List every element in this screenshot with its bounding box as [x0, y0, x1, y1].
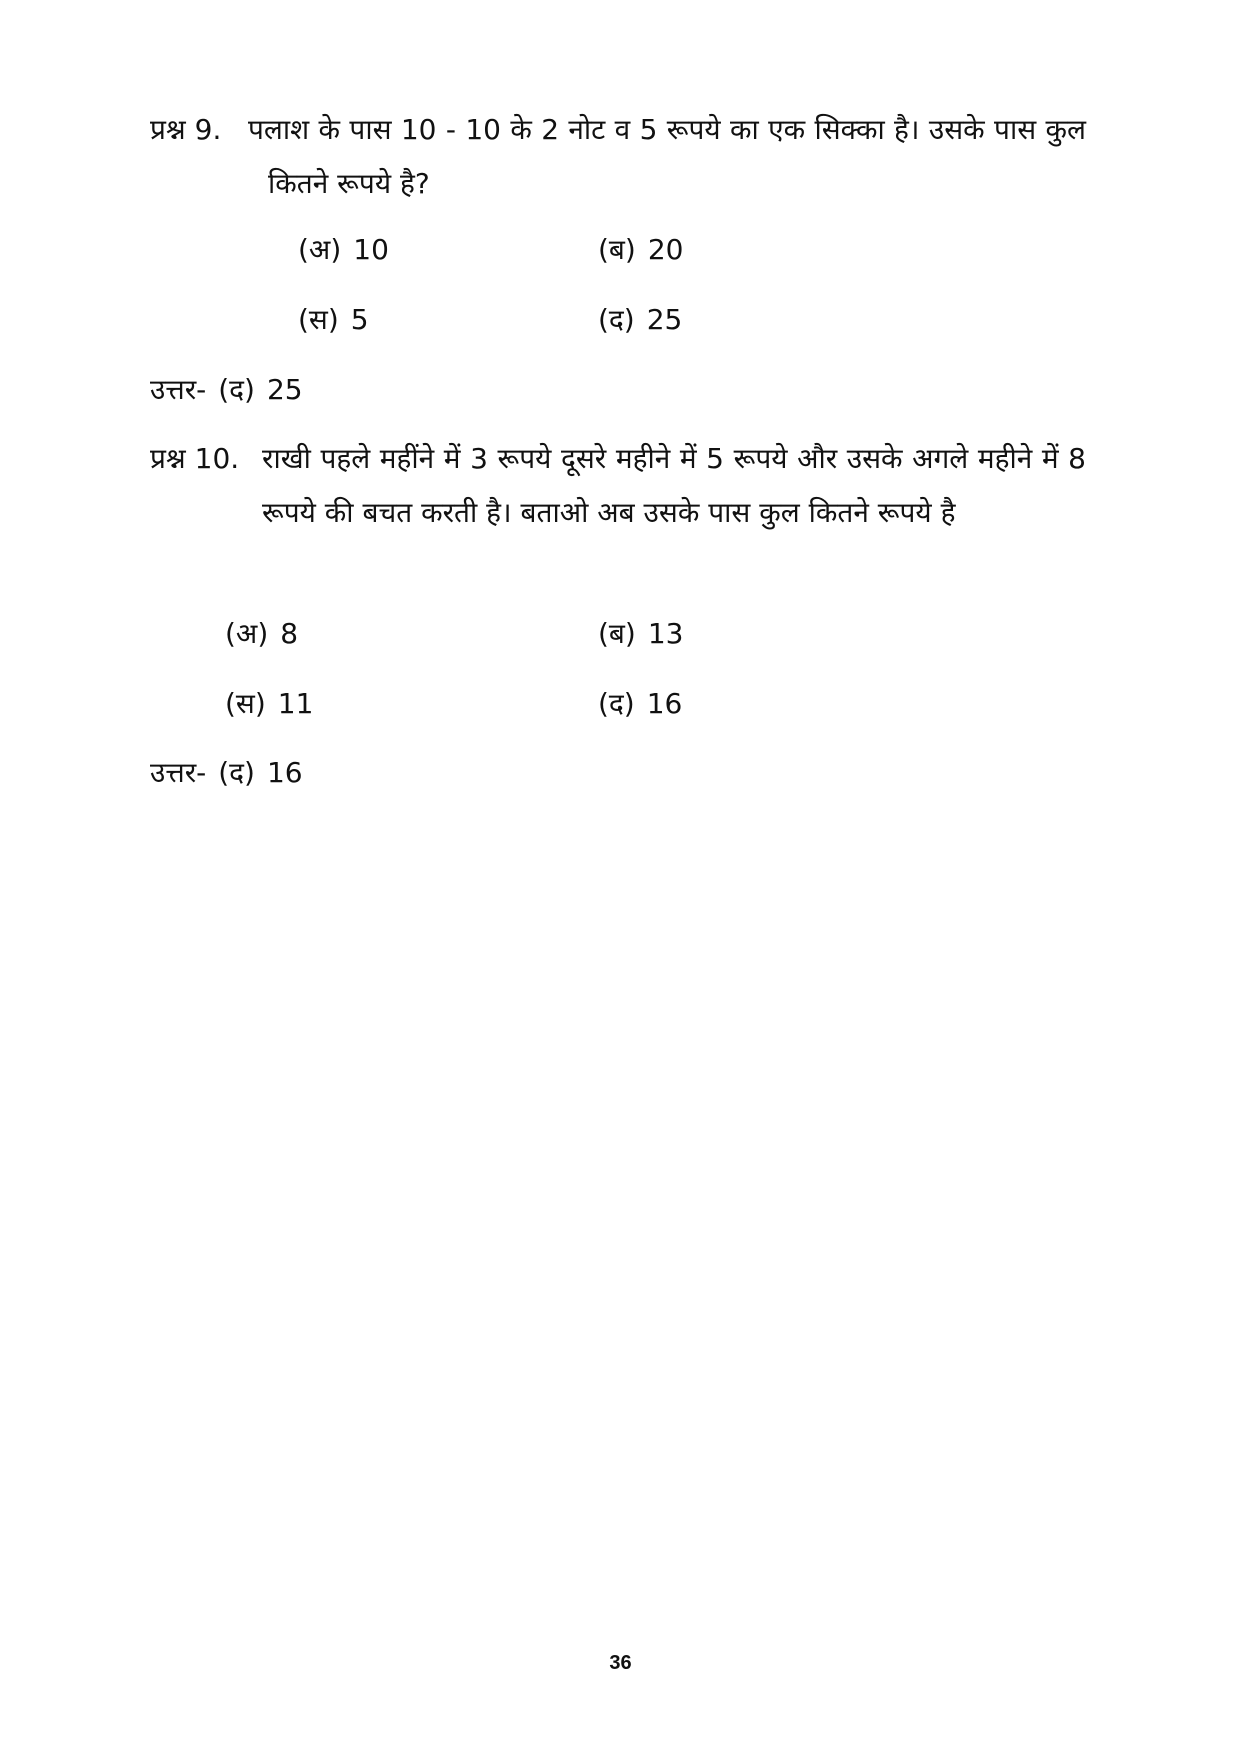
option-value: 10: [353, 233, 389, 266]
answer-mark: (द): [218, 756, 255, 789]
option-a: [225, 616, 298, 652]
option-mark: (स): [298, 303, 339, 336]
page-number: 36: [609, 1652, 632, 1674]
option-mark: (द): [598, 303, 635, 336]
option-mark: (ब): [598, 233, 636, 266]
option-b: [598, 616, 683, 652]
option-d: [598, 302, 682, 338]
option-value: 20: [647, 233, 684, 266]
question-label: प्रश्न 9.: [150, 113, 222, 146]
question-label: प्रश्न 10.: [150, 442, 240, 475]
option-mark: (ब): [598, 617, 636, 650]
answer-mark: (द): [218, 373, 255, 406]
option-value: 13: [647, 617, 684, 650]
option-mark: (स): [225, 687, 266, 720]
option-value: 25: [646, 303, 683, 336]
answer-value: 25: [266, 373, 303, 406]
answer-value: 16: [266, 756, 303, 789]
option-d: [598, 686, 682, 722]
option-value: 8: [280, 617, 299, 650]
option-mark: (अ): [298, 233, 342, 266]
option-value: 11: [277, 687, 314, 720]
answer: [150, 755, 303, 791]
answer: [150, 372, 303, 408]
option-c: [225, 686, 313, 722]
option-mark: (अ): [225, 617, 269, 650]
option-value: 16: [646, 687, 683, 720]
option-c: [298, 302, 369, 338]
question-text: राखी पहले महींने में 3 रूपये दूसरे महीने में 5 रूपये और उसके अगले महीने में 8 रूपये की बचत करती है। बताओ अब उसके पास कुल कितने रूपये है: [262, 442, 1086, 529]
option-mark: (द): [598, 687, 635, 720]
answer-label: उत्तर-: [150, 756, 207, 789]
option-a: [298, 232, 389, 268]
option-b: [598, 232, 683, 268]
option-value: 5: [350, 303, 369, 336]
answer-label: उत्तर-: [150, 373, 207, 406]
question-text: पलाश के पास 10 - 10 के 2 नोट व 5 रूपये का एक सिक्का है। उसके पास कुल कितने रूपये है?: [248, 113, 1086, 200]
